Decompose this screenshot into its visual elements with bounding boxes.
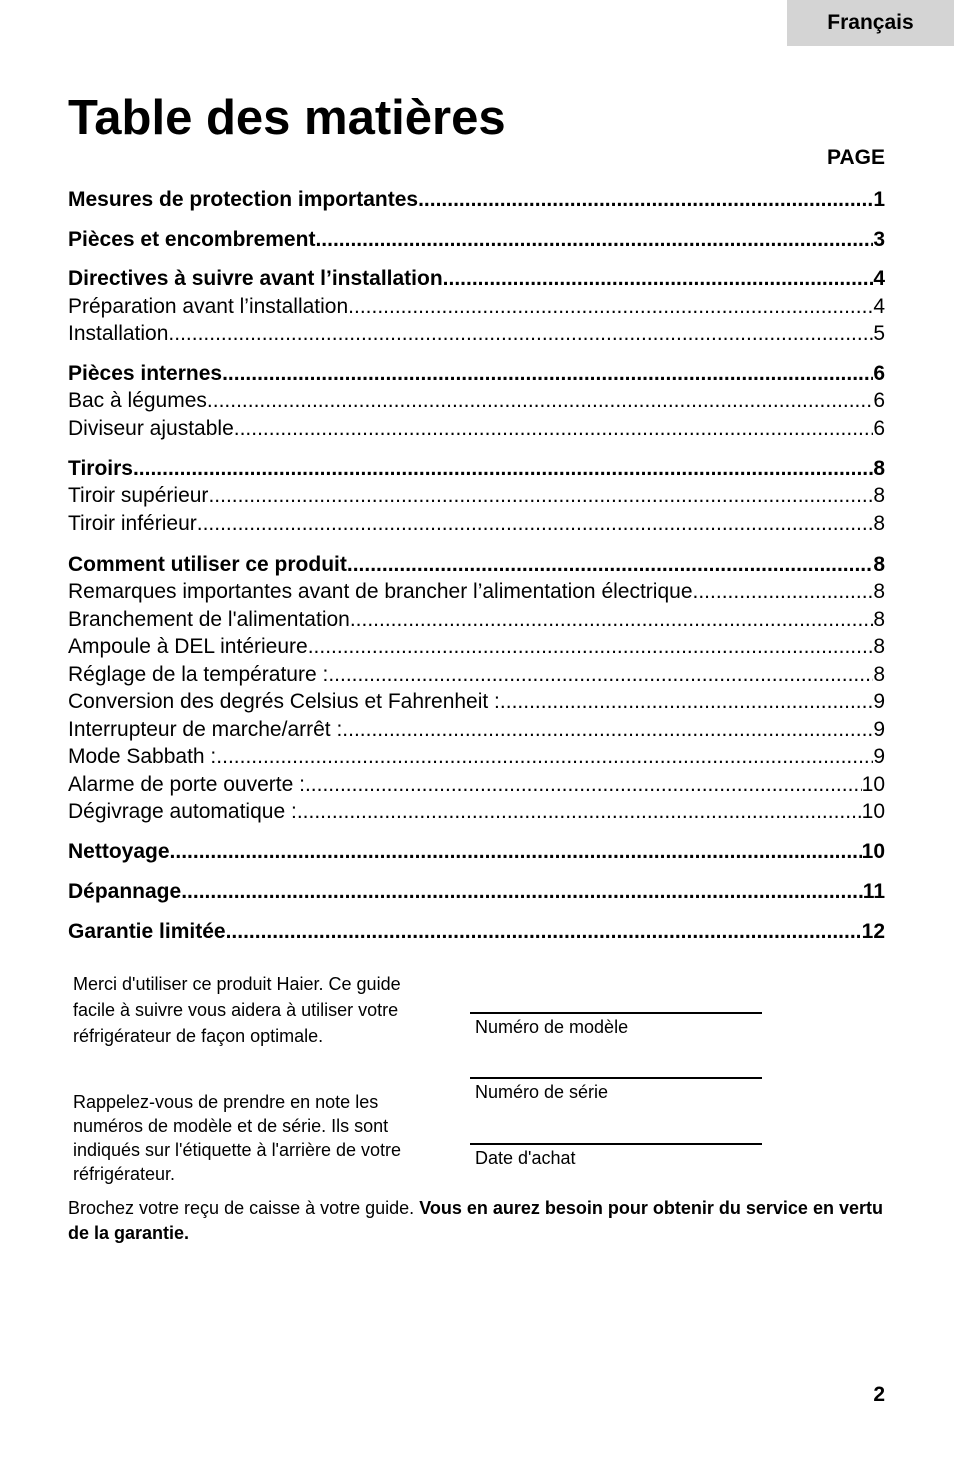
toc-entry: [68, 688, 885, 716]
toc-entry-label: Directives à suivre avant l’installation: [68, 267, 443, 290]
toc-entry: [68, 455, 885, 483]
toc-entry: [68, 510, 885, 538]
toc-leader-dots: [226, 918, 862, 946]
toc-entry-page: 10: [861, 773, 885, 796]
toc-entry: [68, 226, 885, 254]
toc-entry-label: Comment utiliser ce produit: [68, 553, 347, 576]
toc-entry-page: 8: [873, 484, 885, 507]
toc-entry-label: Mesures de protection importantes: [68, 188, 419, 211]
toc-leader-dots: [222, 360, 873, 388]
toc-entry: [68, 415, 885, 443]
toc-entry-label: Dépannage: [68, 880, 182, 903]
toc-leader-dots: [216, 743, 873, 771]
toc-entry-label: Conversion des degrés Celsius et Fahrenheit :: [68, 690, 500, 713]
toc-leader-dots: [350, 606, 873, 634]
toc-leader-dots: [308, 633, 874, 661]
toc-entry-label: Bac à légumes: [68, 389, 207, 412]
toc-entry: [68, 716, 885, 744]
toc-entry: [68, 320, 885, 348]
toc-entry-label: Préparation avant l’installation: [68, 295, 349, 318]
toc-entry-page: 4: [873, 295, 885, 318]
toc-entry-label: Diviseur ajustable: [68, 417, 234, 440]
toc-entry: [68, 878, 885, 906]
toc-entry-label: Tiroir supérieur: [68, 484, 209, 507]
toc-entry: [68, 606, 885, 634]
toc-leader-dots: [348, 293, 873, 321]
language-tab: Français: [787, 0, 954, 46]
toc-entry-label: Nettoyage: [68, 840, 170, 863]
toc-entry-label: Interrupteur de marche/arrêt :: [68, 718, 343, 741]
purchase-date-line: [470, 1143, 762, 1145]
model-number-line: [470, 1012, 762, 1014]
toc-entry-page: 8: [873, 608, 885, 631]
toc-leader-dots: [297, 798, 862, 826]
toc-leader-dots: [181, 878, 863, 906]
toc-entry-page: 10: [861, 800, 885, 823]
toc-leader-dots: [418, 186, 873, 214]
toc-entry-page: 3: [873, 228, 885, 251]
toc-leader-dots: [342, 716, 873, 744]
toc-entry-page: 8: [873, 635, 885, 658]
toc-entry: [68, 387, 885, 415]
toc-entry-label: Garantie limitée: [68, 920, 226, 943]
toc-entry: [68, 293, 885, 321]
toc-entry-page: 9: [873, 690, 885, 713]
toc-entry-page: 4: [873, 267, 885, 290]
toc-entry-page: 8: [873, 663, 885, 686]
toc-entry-page: 5: [873, 322, 885, 345]
toc-leader-dots: [693, 578, 874, 606]
toc-entry-page: 10: [861, 840, 885, 863]
toc-entry: [68, 918, 885, 946]
purchase-date-label: Date d'achat: [475, 1148, 576, 1168]
toc-entry-page: 9: [873, 718, 885, 741]
toc-leader-dots: [170, 838, 862, 866]
toc-entry: [68, 186, 885, 214]
toc-entry-label: Tiroirs: [68, 457, 133, 480]
toc-entry: [68, 798, 885, 826]
toc-entry: [68, 633, 885, 661]
toc-entry: [68, 838, 885, 866]
toc-entry-page: 1: [873, 188, 885, 211]
toc-entry-label: Branchement de l'alimentation: [68, 608, 350, 631]
serial-number-line: [470, 1077, 762, 1079]
toc-leader-dots: [208, 482, 873, 510]
toc-entry: [68, 661, 885, 689]
toc-entry: [68, 360, 885, 388]
toc-leader-dots: [305, 771, 862, 799]
toc-leader-dots: [207, 387, 873, 415]
toc-leader-dots: [234, 415, 874, 443]
toc-entry: [68, 578, 885, 606]
toc-entry-label: Ampoule à DEL intérieure: [68, 635, 308, 658]
toc-entry-page: 9: [873, 745, 885, 768]
toc-entry-label: Remarques importantes avant de brancher l’alimentation électrique: [68, 580, 693, 603]
toc-entry-page: 6: [873, 362, 885, 385]
toc-entry-page: 8: [873, 553, 885, 576]
toc-entry-label: Dégivrage automatique :: [68, 800, 297, 823]
receipt-note-text: Brochez votre reçu de caisse à votre guide.: [68, 1198, 420, 1218]
toc-entry: [68, 551, 885, 579]
toc-leader-dots: [315, 226, 873, 254]
toc-leader-dots: [328, 661, 873, 689]
page-title: Table des matières: [68, 91, 506, 145]
serial-number-label: Numéro de série: [475, 1082, 609, 1102]
reminder-paragraph: Rappelez-vous de prendre en note les numéros de modèle et de série. Ils sont indiqués sur l'étiquette à l'arrière de votre réfrigérateur.: [73, 1092, 402, 1184]
toc-entry-page: 8: [873, 580, 885, 603]
toc-entry: [68, 743, 885, 771]
toc-entry-page: 11: [862, 880, 885, 903]
page-column-label: PAGE: [827, 146, 885, 169]
page-number: 2: [873, 1383, 885, 1406]
thanks-paragraph: Merci d'utiliser ce produit Haier. Ce guide facile à suivre vous aidera à utiliser votre réfrigérateur de façon optimale.: [73, 974, 401, 1046]
toc-entry-label: Réglage de la température :: [68, 663, 329, 686]
toc-entry-label: Pièces internes: [68, 362, 223, 385]
toc-entry-label: Alarme de porte ouverte :: [68, 773, 305, 796]
toc-entry-label: Pièces et encombrement: [68, 228, 316, 251]
toc-entry: [68, 482, 885, 510]
toc-entry-page: 8: [873, 512, 885, 535]
toc-entry: [68, 265, 885, 293]
toc-leader-dots: [500, 688, 873, 716]
receipt-note: [68, 1196, 898, 1246]
toc-entry-page: 8: [873, 457, 885, 480]
model-number-label: Numéro de modèle: [475, 1017, 629, 1037]
receipt-note-emphasis: Vous en aurez besoin pour obtenir du service en vertu de la garantie.: [68, 1198, 883, 1243]
toc-leader-dots: [197, 510, 874, 538]
toc-leader-dots: [168, 320, 873, 348]
toc-entry-label: Mode Sabbath :: [68, 745, 217, 768]
toc-leader-dots: [347, 551, 873, 579]
toc-entry-page: 6: [873, 389, 885, 412]
toc-entry: [68, 771, 885, 799]
toc-entry-page: 12: [861, 920, 885, 943]
toc-entry-label: Installation: [68, 322, 169, 345]
toc-leader-dots: [133, 455, 873, 483]
toc-entry-label: Tiroir inférieur: [68, 512, 197, 535]
toc-entry-page: 6: [873, 417, 885, 440]
toc-leader-dots: [443, 265, 874, 293]
